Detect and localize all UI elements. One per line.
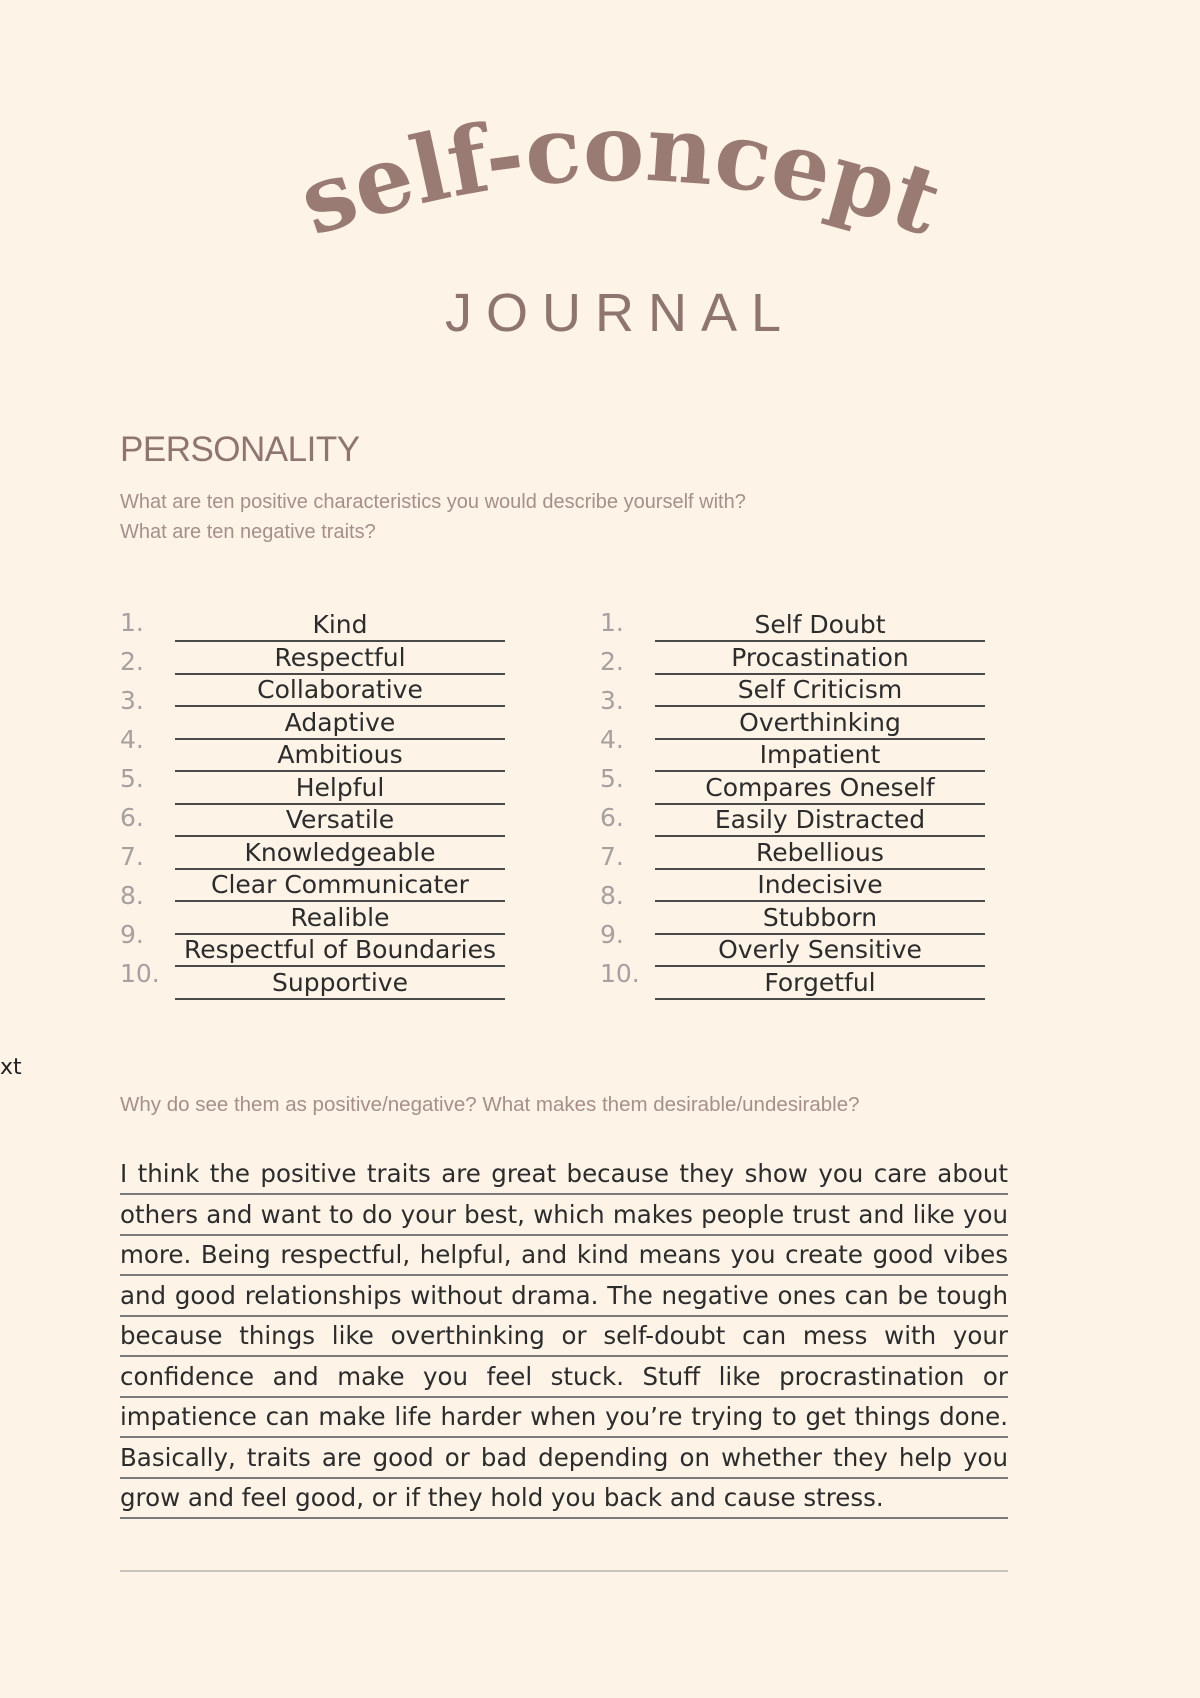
positive-trait-value[interactable]: Adaptive [175,706,505,740]
positive-trait-value[interactable]: Clear Communicater [175,868,505,902]
negative-trait-value[interactable]: Self Criticism [655,673,985,707]
positive-trait-number: 6. [120,803,144,832]
reflection-answer[interactable] [120,1157,1008,1522]
negative-trait-number: 8. [600,881,624,910]
section-prompt-line-1: What are ten positive characteristics you would describe yourself with? [120,491,746,513]
positive-trait-row [120,608,580,641]
positive-trait-number: 3. [120,686,144,715]
positive-traits-list [120,608,580,998]
positive-trait-value[interactable]: Respectful of Boundaries [175,933,505,967]
negative-trait-value[interactable]: Compares Oneself [655,771,985,805]
negative-trait-value[interactable]: Impatient [655,738,985,772]
negative-trait-row [600,608,1060,641]
positive-trait-number: 2. [120,647,144,676]
answer-line: others and want to do your best, which makes people trust and like you [120,1198,1008,1236]
negative-trait-value[interactable]: Overly Sensitive [655,933,985,967]
negative-trait-value[interactable]: Overthinking [655,706,985,740]
negative-trait-number: 9. [600,920,624,949]
positive-trait-value[interactable]: Knowledgeable [175,836,505,870]
negative-trait-number: 5. [600,764,624,793]
positive-trait-value[interactable]: Supportive [175,966,505,1000]
positive-trait-value[interactable]: Helpful [175,771,505,805]
negative-trait-value[interactable]: Self Doubt [655,608,985,642]
negative-trait-number: 6. [600,803,624,832]
negative-trait-number: 1. [600,608,624,637]
positive-trait-row [120,706,580,754]
answer-line: confidence and make you feel stuck. Stuff like procrastination or [120,1360,1008,1398]
negative-trait-value[interactable]: Rebellious [655,836,985,870]
answer-line: I think the positive traits are great because they show you care about [120,1157,1008,1195]
section-title: PERSONALITY [120,430,360,469]
negative-trait-number: 4. [600,725,624,754]
positive-trait-number: 7. [120,842,144,871]
positive-trait-number: 8. [120,881,144,910]
negative-trait-value[interactable]: Stubborn [655,901,985,935]
positive-trait-value[interactable]: Versatile [175,803,505,837]
positive-trait-row [120,673,580,715]
reflection-question: Why do see them as positive/negative? What makes them desirable/undesirable? [120,1093,860,1116]
answer-line: impatience can make life harder when you’re trying to get things done. [120,1400,1008,1438]
positive-trait-number: 1. [120,608,144,637]
negative-trait-number: 10. [600,959,640,988]
negative-traits-list [600,608,1060,998]
negative-trait-row [600,966,1060,999]
negative-trait-row [600,706,1060,754]
negative-trait-value[interactable]: Procastination [655,641,985,675]
positive-trait-row [120,933,580,966]
title-graphic [280,95,960,285]
positive-trait-value[interactable]: Respectful [175,641,505,675]
negative-trait-row [600,641,1060,674]
positive-trait-row [120,966,580,999]
negative-trait-number: 7. [600,842,624,871]
positive-trait-row [120,641,580,674]
journal-title: self-concept [286,95,954,257]
journal-subtitle: JOURNAL [444,283,796,343]
positive-trait-value[interactable]: Collaborative [175,673,505,707]
answer-line: grow and feel good, or if they hold you back and cause stress. [120,1481,1008,1519]
answer-line: more. Being respectful, helpful, and kind means you create good vibes [120,1238,1008,1276]
negative-trait-row [600,933,1060,966]
section-prompt-line-2: What are ten negative traits? [120,521,376,543]
negative-trait-value[interactable]: Forgetful [655,966,985,1000]
negative-trait-row [600,673,1060,715]
answer-line: Basically, traits are good or bad depending on whether they help you [120,1441,1008,1479]
positive-trait-number: 5. [120,764,144,793]
positive-trait-value[interactable]: Ambitious [175,738,505,772]
positive-trait-number: 10. [120,959,160,988]
positive-trait-value[interactable]: Realible [175,901,505,935]
negative-trait-value[interactable]: Indecisive [655,868,985,902]
positive-trait-value[interactable]: Kind [175,608,505,642]
answer-line: and good relationships without drama. The negative ones can be tough [120,1279,1008,1317]
negative-trait-number: 2. [600,647,624,676]
answer-line: because things like overthinking or self-doubt can mess with your [120,1319,1008,1357]
positive-trait-number: 9. [120,920,144,949]
positive-trait-number: 4. [120,725,144,754]
blank-answer-line[interactable] [120,1570,1008,1572]
margin-text-fragment: xt [0,1055,22,1080]
negative-trait-number: 3. [600,686,624,715]
negative-trait-value[interactable]: Easily Distracted [655,803,985,837]
